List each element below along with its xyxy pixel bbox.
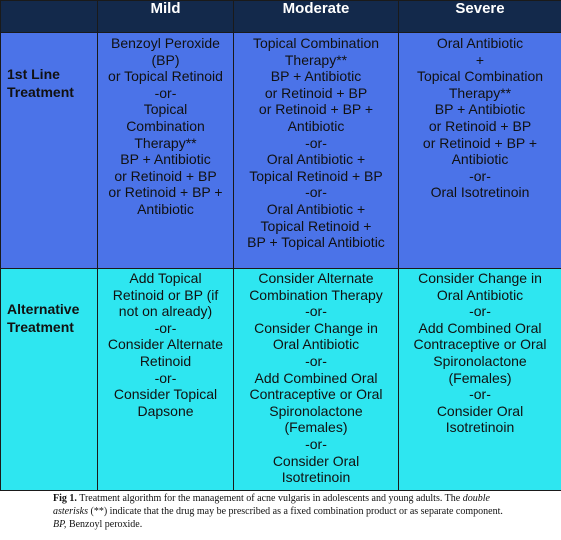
caption-text: Treatment algorithm for the management of acne vulgaris in adolescents and young adults. The <box>76 493 463 504</box>
cell-first-line-severe <box>399 33 561 269</box>
table-header-row <box>1 1 561 33</box>
cell-text: Consider Change in Oral Antibiotic -or- Add Combined Oral Contraceptive or Oral Spironolactone (Females) -or- Consider Oral Isotretinoin <box>413 270 547 436</box>
header-mild: Mild <box>98 1 234 33</box>
row-header-line: Treatment <box>7 319 74 335</box>
row-header-line: Alternative <box>7 301 80 317</box>
cell-alternative-moderate <box>234 269 399 491</box>
cell-alternative-severe <box>399 269 561 491</box>
cell-text: Topical Combination Therapy** BP + Antibiotic or Retinoid + BP or Retinoid + BP + Antibiotic -or- Oral Antibiotic + Topical Retinoid + BP -or- Oral Antibiotic + Topical Retinoid + BP + Topical Antibiotic <box>247 35 385 251</box>
row-header-line: 1st Line <box>7 66 60 82</box>
cell-first-line-moderate <box>234 33 399 269</box>
figure-caption <box>53 492 511 531</box>
header-severe: Severe <box>399 1 561 33</box>
cell-text: Oral Antibiotic + Topical Combination Therapy** BP + Antibiotic or Retinoid + BP or Retinoid + BP + Antibiotic -or- Oral Isotretinoin <box>416 35 544 201</box>
header-moderate: Moderate <box>234 1 399 33</box>
row-header-line: Treatment <box>7 84 74 100</box>
caption-text: Benzoyl peroxide. <box>66 519 143 530</box>
header-corner-cell <box>1 1 98 33</box>
caption-italic-phrase: double asterisks <box>53 493 490 517</box>
row-header-alternative <box>1 269 98 491</box>
caption-text: (**) indicate that the drug may be prescribed as a fixed combination product or as separate component. <box>88 506 503 517</box>
caption-abbrev: BP, <box>53 519 67 530</box>
first-line-treatment-row <box>1 33 561 269</box>
figure-label: Fig 1. <box>53 493 77 504</box>
cell-alternative-mild <box>98 269 234 491</box>
cell-text: Add Topical Retinoid or BP (if not on already) -or- Consider Alternate Retinoid -or- Consider Topical Dapsone <box>107 270 224 419</box>
cell-text: Benzoyl Peroxide (BP) or Topical Retinoid -or- Topical Combination Therapy** BP + Antibiotic or Retinoid + BP or Retinoid + BP + Antibiotic <box>108 35 223 217</box>
cell-first-line-mild <box>98 33 234 269</box>
cell-text: Consider Alternate Combination Therapy -or- Consider Change in Oral Antibiotic -or- Add Combined Oral Contraceptive or Oral Spironolactone (Females) -or- Consider Oral Isotretinoin <box>249 270 383 486</box>
row-header-first-line <box>1 33 98 269</box>
alternative-treatment-row <box>1 269 561 491</box>
